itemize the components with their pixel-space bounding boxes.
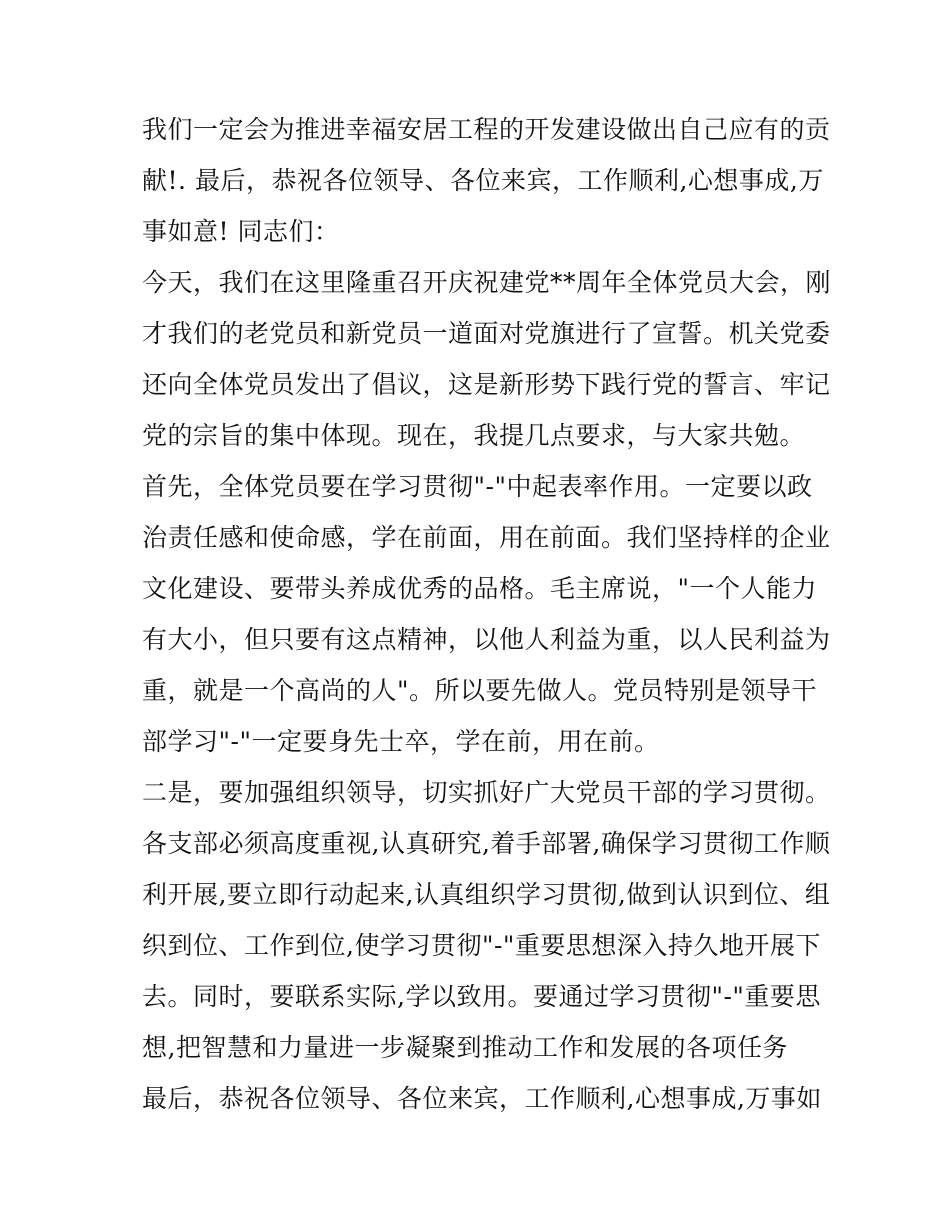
- text-line: 献!. 最后，恭祝各位领导、各位来宾，工作顺利,心想事成,万: [142, 166, 824, 195]
- text-line: 部学习"-"一定要身先士卒，学在前，用在前。: [142, 727, 660, 756]
- text-line: 利开展,要立即行动起来,认真组织学习贯彻,做到认识到位、组: [142, 880, 831, 909]
- text-line: 二是，要加强组织领导，切实抓好广大党员干部的学习贯彻。: [142, 778, 831, 807]
- text-line: 想,把智慧和力量进一步凝聚到推动工作和发展的各项任务: [142, 1033, 788, 1062]
- text-line: 事如意! 同志们：: [142, 217, 340, 246]
- text-line: 有大小，但只要有这点精神，以他人利益为重，以人民利益为: [142, 625, 831, 654]
- text-line: 织到位、工作到位,使学习贯彻"-"重要思想深入持久地开展下: [142, 931, 821, 960]
- text-line: 还向全体党员发出了倡议，这是新形势下践行党的誓言、牢记: [142, 370, 831, 399]
- text-line: 重，就是一个高尚的人"。所以要先做人。党员特别是领导干: [142, 676, 818, 705]
- text-line: 各支部必须高度重视,认真研究,着手部署,确保学习贯彻工作顺: [142, 829, 831, 858]
- text-line: 才我们的老党员和新党员一道面对党旗进行了宣誓。机关党委: [142, 319, 831, 348]
- text-line: 党的宗旨的集中体现。现在，我提几点要求，与大家共勉。: [142, 421, 806, 450]
- text-line: 我们一定会为推进幸福安居工程的开发建设做出自己应有的贡: [142, 115, 831, 144]
- text-line: 治责任感和使命感，学在前面，用在前面。我们坚持样的企业: [142, 523, 831, 552]
- text-line: 今天，我们在这里隆重召开庆祝建党**周年全体党员大会，刚: [142, 268, 832, 297]
- text-line: 首先，全体党员要在学习贯彻"-"中起表率作用。一定要以政: [142, 472, 813, 501]
- text-line: 最后，恭祝各位领导、各位来宾，工作顺利,心想事成,万事如: [142, 1084, 822, 1113]
- text-line: 文化建设、要带头养成优秀的品格。毛主席说，"一个人能力: [142, 574, 818, 603]
- text-line: 去。同时，要联系实际,学以致用。要通过学习贯彻"-"重要思: [142, 982, 821, 1011]
